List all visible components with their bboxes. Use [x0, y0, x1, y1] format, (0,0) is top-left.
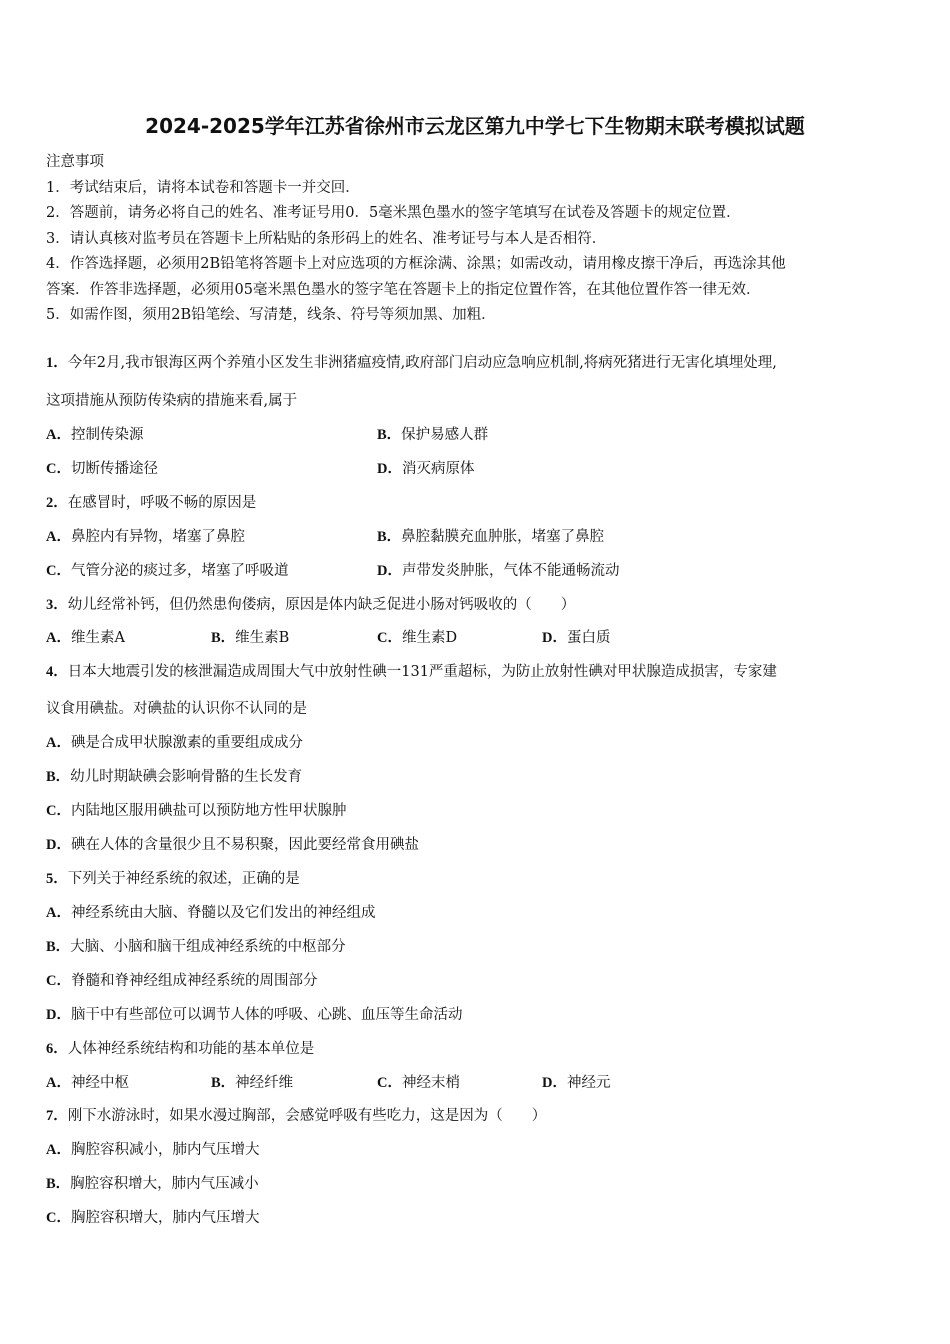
question-stem	[46, 351, 906, 372]
option-d: D．碘在人体的含量很少且不易积聚，因此要经常食用碘盐	[46, 837, 419, 853]
question-text: 人体神经系统结构和功能的基本单位是	[67, 1041, 315, 1057]
option-d: D．声带发炎肿胀，气体不能通畅流动	[377, 563, 620, 579]
question-stem	[46, 491, 906, 512]
question-text: 日本大地震引发的核泄漏造成周围大气中放射性碘一131严重超标，为防止放射性碘对甲状腺造成损害，专家建	[67, 664, 777, 680]
option-c: C．维生素D	[377, 630, 458, 646]
option-a: A．鼻腔内有异物，堵塞了鼻腔	[46, 529, 245, 545]
notice-item: 3．请认真核对监考员在答题卡上所粘贴的条形码上的姓名、准考证号与本人是否相符．	[46, 230, 607, 247]
question-text: 议食用碘盐。对碘盐的认识你不认同的是	[46, 701, 307, 717]
option-b: B．维生素B	[211, 630, 290, 646]
question-text: 今年2月,我市银海区两个养殖小区发生非洲猪瘟疫情,政府部门启动应急响应机制,将病死猪进行无害化填埋处理,	[67, 355, 777, 371]
question-number: 5．	[46, 871, 68, 887]
question-text: 在感冒时，呼吸不畅的原因是	[67, 495, 257, 511]
option-c: C．脊髓和脊神经组成神经系统的周围部分	[46, 973, 318, 989]
option-c: C．神经末梢	[377, 1075, 460, 1091]
option-a: A．神经中枢	[46, 1075, 129, 1091]
question-stem	[46, 660, 906, 681]
page-title: 2024-2025学年江苏省徐州市云龙区第九中学七下生物期末联考模拟试题	[145, 114, 805, 138]
question-number: 2．	[46, 495, 68, 511]
option-b: B．神经纤维	[211, 1075, 294, 1091]
question-text: 这项措施从预防传染病的措施来看,属于	[46, 393, 298, 409]
question-number: 3．	[46, 597, 68, 613]
question-number: 4．	[46, 664, 68, 680]
option-b: B．大脑、小脑和脑干组成神经系统的中枢部分	[46, 939, 346, 955]
question-number: 1．	[46, 355, 68, 371]
question-text: 下列关于神经系统的叙述，正确的是	[67, 871, 300, 887]
option-a: A．碘是合成甲状腺激素的重要组成成分	[46, 735, 303, 751]
option-c: C．胸腔容积增大，肺内气压增大	[46, 1210, 260, 1226]
option-c: C．切断传播途径	[46, 461, 158, 477]
question-number: 7．	[46, 1108, 68, 1124]
question-stem	[46, 1104, 906, 1125]
notice-item: 5．如需作图，须用2B铅笔绘、写清楚，线条、符号等须加黑、加粗．	[46, 307, 496, 323]
question-text: 幼儿经常补钙，但仍然患佝偻病，原因是体内缺乏促进小肠对钙吸收的（ ）	[67, 597, 576, 613]
option-a: A．神经系统由大脑、脊髓以及它们发出的神经组成	[46, 905, 376, 921]
notice-item: 1．考试结束后，请将本试卷和答题卡一并交回．	[46, 179, 360, 196]
question-text: 刚下水游泳时，如果水漫过胸部，会感觉呼吸有些吃力，这是因为（ ）	[67, 1108, 547, 1124]
option-c: C．内陆地区服用碘盐可以预防地方性甲状腺肿	[46, 803, 347, 819]
option-b: B．幼儿时期缺碘会影响骨骼的生长发育	[46, 769, 303, 785]
question-stem	[46, 593, 906, 614]
notice-item: 2．答题前，请务必将自己的姓名、准考证号用0．5毫米黑色墨水的签字笔填写在试卷及答题卡的规定位置．	[46, 205, 741, 221]
notice-item: 4．作答选择题，必须用2B铅笔将答题卡上对应选项的方框涂满、涂黑；如需改动，请用橡皮擦干净后，再选涂其他	[46, 256, 786, 272]
notice-section	[46, 150, 906, 329]
notice-item: 答案．作答非选择题，必须用05毫米黑色墨水的签字笔在答题卡上的指定位置作答，在其他位置作答一律无效．	[46, 281, 761, 298]
option-d: D．蛋白质	[542, 630, 611, 646]
option-b: B．鼻腔黏膜充血肿胀，堵塞了鼻腔	[377, 529, 605, 545]
option-b: B．保护易感人群	[377, 427, 489, 443]
notice-heading: 注意事项	[46, 154, 104, 170]
option-d: D．消灭病原体	[377, 461, 475, 477]
option-d: D．神经元	[542, 1075, 611, 1091]
option-c: C．气管分泌的痰过多，堵塞了呼吸道	[46, 563, 289, 579]
option-a: A．维生素A	[46, 630, 125, 646]
question-number: 6．	[46, 1041, 68, 1057]
option-d: D．脑干中有些部位可以调节人体的呼吸、心跳、血压等生命活动	[46, 1007, 463, 1023]
option-a: A．控制传染源	[46, 427, 144, 443]
question-stem	[46, 1037, 906, 1058]
option-b: B．胸腔容积增大，肺内气压减小	[46, 1176, 259, 1192]
question-stem	[46, 867, 906, 888]
option-a: A．胸腔容积减小，肺内气压增大	[46, 1142, 260, 1158]
